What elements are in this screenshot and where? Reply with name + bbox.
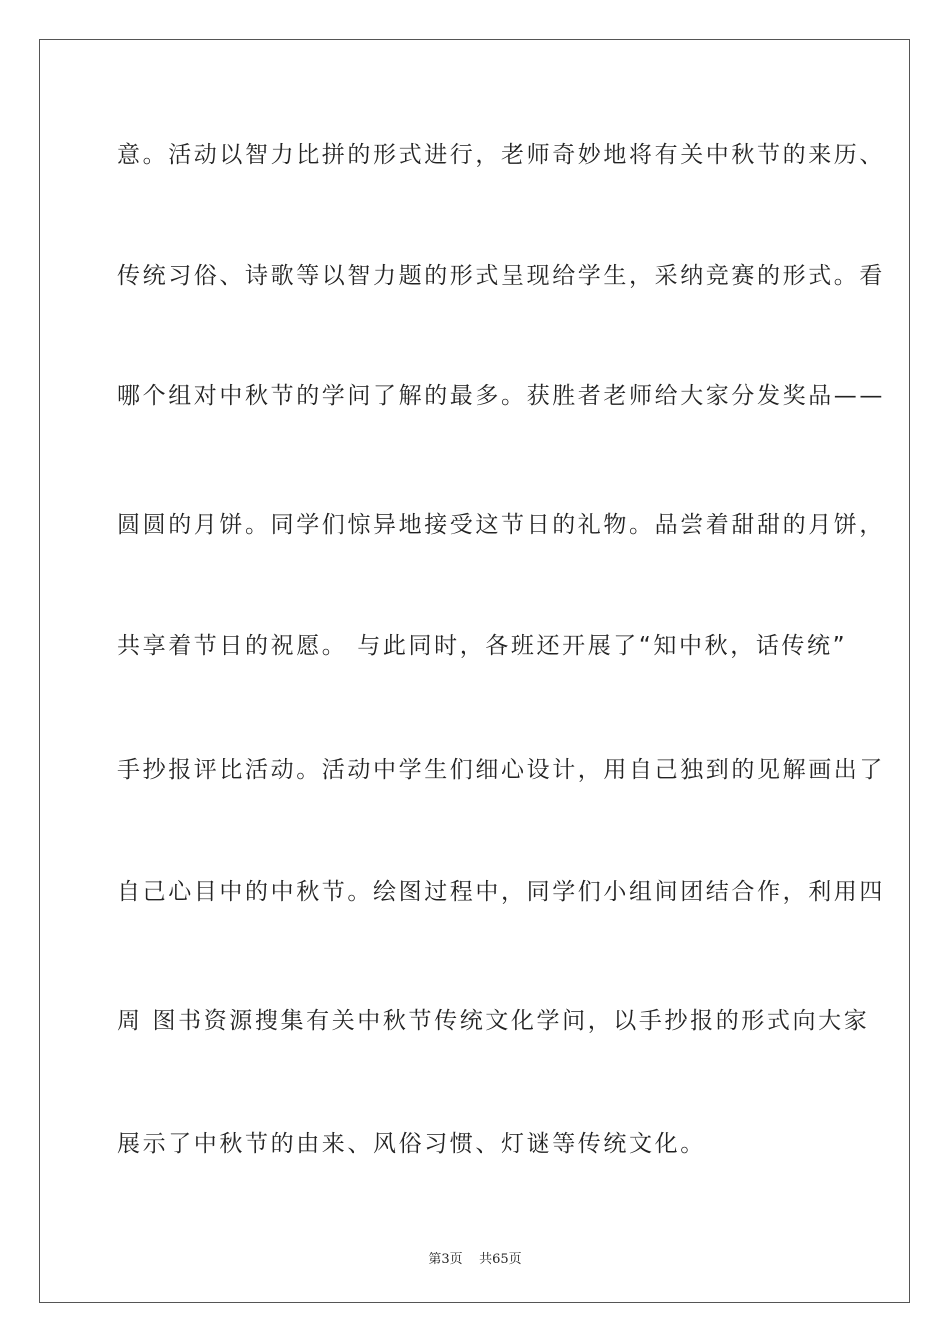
body-text-line: 共享着节日的祝愿。 与此同时，各班还开展了“知中秋，话传统” <box>117 633 848 659</box>
body-text-line: 圆圆的月饼。同学们惊异地接受这节日的礼物。品尝着甜甜的月饼， <box>117 512 885 538</box>
body-text-line: 周 图书资源搜集有关中秋节传统文化学问，以手抄报的形式向大家 <box>117 1008 870 1034</box>
body-text-line: 手抄报评比活动。活动中学生们细心设计，用自己独到的见解画出了 <box>117 757 885 783</box>
body-text-line: 哪个组对中秋节的学问了解的最多。获胜者老师给大家分发奖品—— <box>117 383 885 409</box>
page-footer <box>0 1248 950 1267</box>
body-text-line: 自己心目中的中秋节。绘图过程中，同学们小组间团结合作，利用四 <box>117 879 885 905</box>
body-text-line: 传统习俗、诗歌等以智力题的形式呈现给学生，采纳竞赛的形式。看 <box>117 263 885 289</box>
page-frame <box>39 39 910 1303</box>
page-number: 第3页 <box>428 1252 463 1267</box>
body-text-line: 展示了中秋节的由来、风俗习惯、灯谜等传统文化。 <box>117 1131 706 1157</box>
total-pages: 共65页 <box>479 1252 522 1267</box>
body-text-line: 意。活动以智力比拼的形式进行，老师奇妙地将有关中秋节的来历、 <box>117 142 885 168</box>
